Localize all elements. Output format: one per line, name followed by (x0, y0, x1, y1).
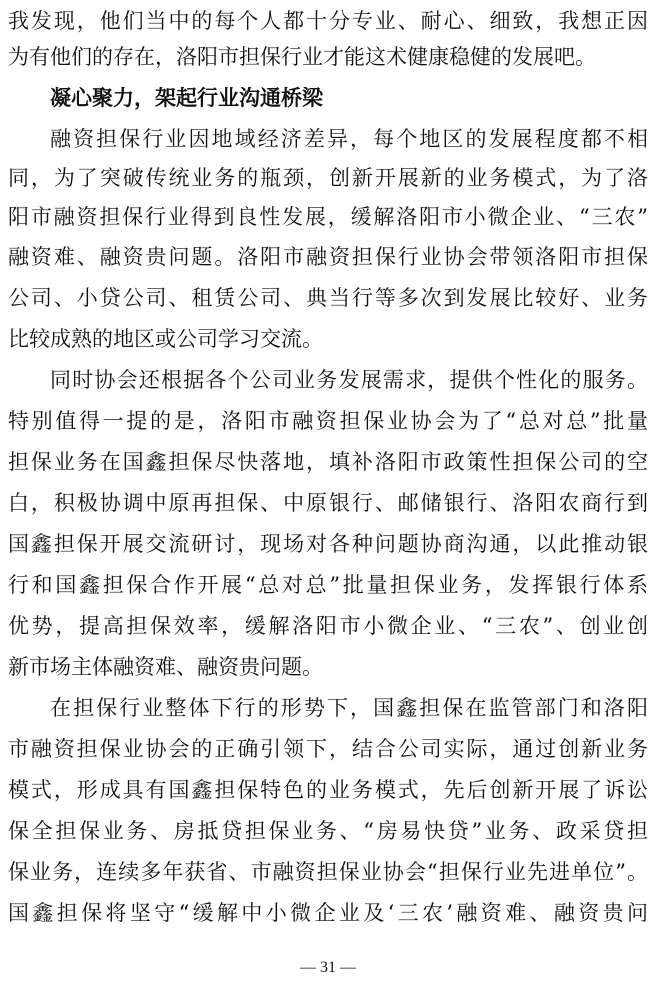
body-text-line: 同，为了突破传统业务的瓶颈，创新开展新的业务模式，为了洛 (8, 166, 648, 190)
body-text-line: 白，积极协调中原再担保、中原银行、邮储银行、洛阳农商行到 (8, 491, 648, 515)
body-text-line: 我发现，他们当中的每个人都十分专业、耐心、细致，我想正因 (8, 9, 648, 33)
section-heading: 凝心聚力，架起行业沟通桥梁 (50, 85, 323, 110)
body-text-line: 国鑫担保开展交流研讨，现场对各种问题协商沟通，以此推动银 (8, 532, 648, 556)
body-text-line: 模式，形成具有国鑫担保特色的业务模式，先后创新开展了诉讼 (8, 778, 648, 802)
body-text-line: 保业务，连续多年获省、市融资担保业协会“担保行业先进单位”。 (8, 860, 648, 884)
body-text-line: 融资担保行业因地域经济差异，每个地区的发展程度都不相 (50, 127, 648, 151)
body-text-line: 保全担保业务、房抵贷担保业务、“房易快贷”业务、政采贷担 (8, 819, 648, 843)
body-text-line: 新市场主体融资难、融资贵问题。 (8, 655, 323, 679)
body-text-line: 比较成熟的地区或公司学习交流。 (8, 327, 323, 351)
body-text-line: 行和国鑫担保合作开展“总对总”批量担保业务，发挥银行体系 (8, 573, 648, 597)
body-text-line: 公司、小贷公司、租赁公司、典当行等多次到发展比较好、业务 (8, 286, 648, 310)
body-text-line: 阳市融资担保行业得到良性发展，缓解洛阳市小微企业、“三农” (8, 205, 648, 229)
body-text-line: 融资难、融资贵问题。洛阳市融资担保行业协会带领洛阳市担保 (8, 245, 648, 269)
body-text-line: 为有他们的存在，洛阳市担保行业才能这术健康稳健的发展吧。 (8, 45, 596, 69)
body-text-line: 市融资担保业协会的正确引领下，结合公司实际，通过创新业务 (8, 737, 648, 761)
body-text-line: 在担保行业整体下行的形势下，国鑫担保在监管部门和洛阳 (50, 696, 648, 720)
body-text-line: 同时协会还根据各个公司业务发展需求，提供个性化的服务。 (50, 368, 648, 392)
body-text-line: 担保业务在国鑫担保尽快落地，填补洛阳市政策性担保公司的空 (8, 450, 648, 474)
body-text-line: 国鑫担保将坚守“缓解中小微企业及‘三农’融资难、融资贵问 (8, 901, 648, 925)
body-text-line: 优势，提高担保效率，缓解洛阳市小微企业、“三农”、创业创 (8, 614, 648, 638)
body-text-line: 特别值得一提的是，洛阳市融资担保业协会为了“总对总”批量 (8, 409, 648, 433)
page-number: — 31 — (300, 959, 356, 976)
